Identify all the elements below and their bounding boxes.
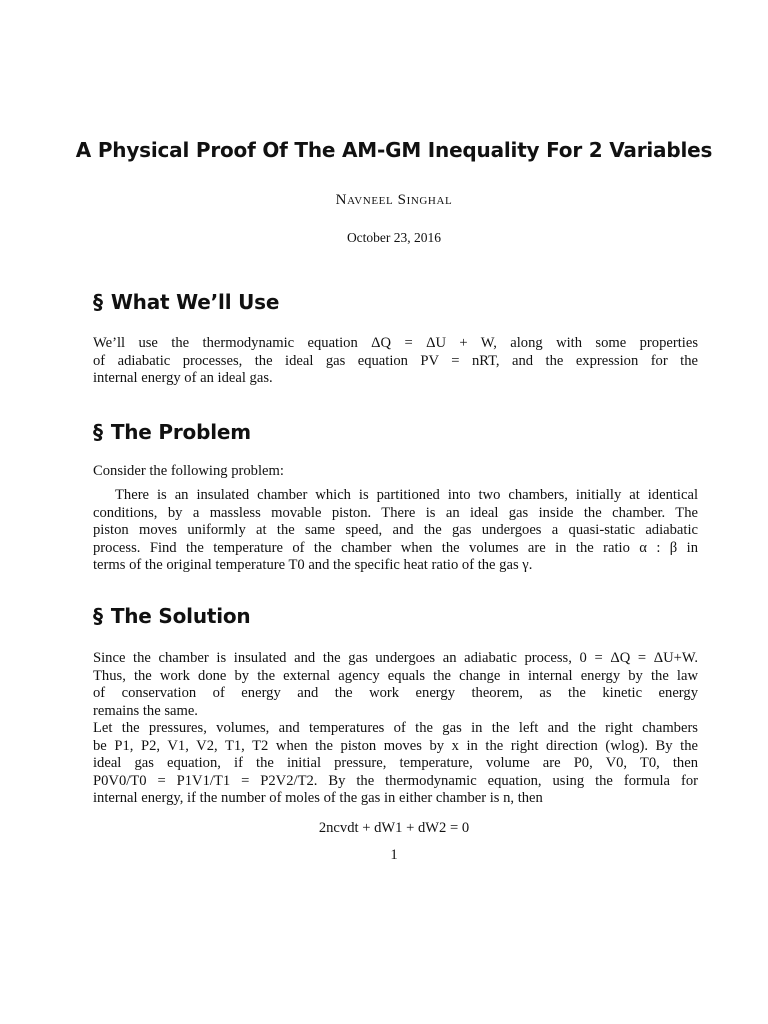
text-line: terms of the original temperature T0 and the specific heat ratio of the gas γ. [93,557,533,573]
text-line: ideal gas equation, if the initial pressure, temperature, volume are P0, V0, T0, then [93,755,698,771]
text-line: internal energy, if the number of moles of the gas in either chamber is n, then [93,790,543,806]
section-heading-the-solution [93,604,250,628]
text-line: remains the same. [93,702,198,719]
text-line: Thus, the work done by the external agency equals the change in internal energy by the law [93,667,698,684]
section-body-what-well-use [93,335,698,388]
text-line: conditions, by a massless movable piston. There is an ideal gas inside the chamber. The [93,504,698,521]
text-line: internal energy of an ideal gas. [93,370,273,386]
paper-author: Navneel Singhal [335,192,453,208]
text-line: process. Find the temperature of the chamber when the volumes are in the ratio α : β in [93,539,698,556]
section-heading-the-problem [93,420,251,444]
text-line: piston moves uniformly at the same speed, and the gas undergoes a quasi-static adiabatic [93,522,698,538]
text-line: Let the pressures, volumes, and temperatures of the gas in the left and the right chambers [93,720,698,736]
text-line: Consider the following problem: [93,463,284,479]
section-mark: § [93,290,103,314]
section-title: What We’ll Use [110,290,280,314]
text-line: of adiabatic processes, the ideal gas equation PV = nRT, and the expression for the [93,352,698,369]
paper-title: A Physical Proof Of The AM-GM Inequality For 2 Variables [75,138,713,162]
text-line: There is an insulated chamber which is partitioned into two chambers, initially at identical [115,487,698,503]
section-body-the-solution [93,650,698,808]
text-line: P0V0/T0 = P1V1/T1 = P2V2/T2. By the thermodynamic equation, using the formula for [93,772,698,789]
section-mark: § [93,420,103,444]
text-line: be P1, P2, V1, V2, T1, T2 when the piston moves by x in the right direction (wlog). By the [93,737,698,754]
section-title: The Problem [110,420,251,444]
section-title: The Solution [110,604,251,628]
problem-intro [93,463,698,481]
section-heading-what-well-use [93,290,279,314]
text-line: of conservation of energy and the work energy theorem, as the kinetic energy [93,685,698,701]
paper-date: October 23, 2016 [346,230,442,245]
page-number: 1 [390,847,398,863]
section-body-the-problem [93,487,698,575]
text-line: Since the chamber is insulated and the gas undergoes an adiabatic process, 0 = ΔQ = ΔU+W. [93,650,698,666]
display-equation: 2ncvdt + dW1 + dW2 = 0 [318,820,470,836]
section-mark: § [93,604,103,628]
text-line: We’ll use the thermodynamic equation ΔQ = ΔU + W, along with some properties [93,335,698,351]
